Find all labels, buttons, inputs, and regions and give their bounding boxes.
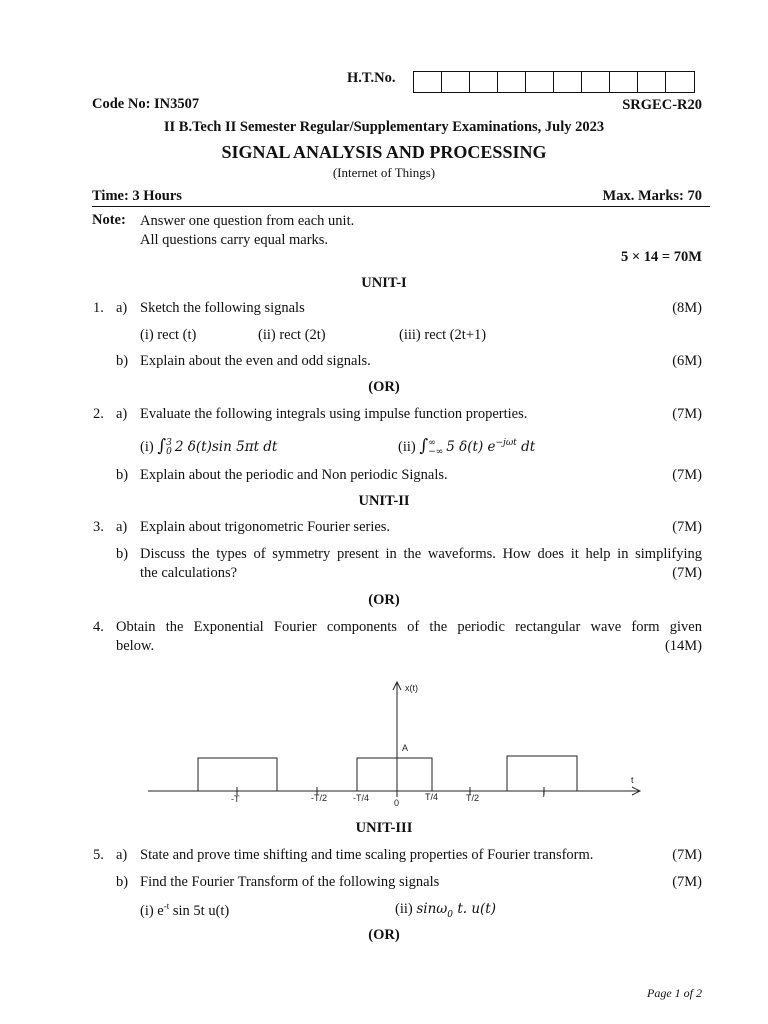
marks-formula: 5 × 14 = 70M <box>621 249 702 265</box>
q3a-text: Explain about trigonometric Fourier series. <box>140 519 391 535</box>
q1a-option-ii: (ii) rect (2t) <box>258 327 326 343</box>
exam-title: II B.Tech II Semester Regular/Supplementary Examinations, July 2023 <box>163 119 605 135</box>
q2a-text: Evaluate the following integrals using impulse function properties. <box>140 406 528 422</box>
tick-label: -T/2 <box>311 793 328 803</box>
amplitude-label: A <box>402 743 409 753</box>
unit-3-heading: UNIT-III <box>355 820 413 836</box>
q2b-text: Explain about the periodic and Non periodic Signals. <box>140 467 448 483</box>
q5b-option-ii <box>395 901 496 920</box>
unit-1-heading: UNIT-I <box>361 275 407 291</box>
q2b-label: b) <box>116 467 129 483</box>
q5b-i-exponent: -t <box>163 901 170 911</box>
q5b-ii-text-a: sinω <box>416 901 448 917</box>
q3-number: 3. <box>93 519 104 535</box>
q3a-label: a) <box>116 519 128 535</box>
or-separator: (OR) <box>368 592 400 608</box>
time: Time: 3 Hours <box>92 188 182 204</box>
q2a-i-label: (i) <box>140 439 154 455</box>
integral-sign-icon: ∫ <box>419 436 429 456</box>
q5b-ii-subscript: 0 <box>447 909 454 920</box>
branch: (Internet of Things) <box>332 165 436 180</box>
page-number: Page 1 of 2 <box>647 986 702 1000</box>
q2a-ii-exponent: −jωt <box>495 438 517 449</box>
q3b-text-line2: the calculations? <box>140 565 238 581</box>
q2a-ii-lower: −∞ <box>428 446 444 457</box>
q5b-i-text-a: (i) e <box>140 902 164 919</box>
q2a-marks: (7M) <box>672 406 702 422</box>
tick-label: -T <box>231 794 240 804</box>
q2b-marks: (7M) <box>672 467 702 483</box>
q4-number: 4. <box>93 619 104 635</box>
q1a-text: Sketch the following signals <box>140 300 305 316</box>
q5b-i-text-b: sin 5t u(t) <box>169 902 230 919</box>
regulation: SRGEC-R20 <box>622 97 702 113</box>
q3b-text-line1: Discuss the types of symmetry present in the waveforms. How does it help in simplifying <box>140 546 702 562</box>
q1b-label: b) <box>116 353 129 369</box>
tick-label: T/2 <box>466 793 480 803</box>
tick-label: -T/4 <box>353 793 370 803</box>
q5a-marks: (7M) <box>672 847 702 863</box>
q1b-marks: (6M) <box>672 353 702 369</box>
q2a-i-upper: 3 <box>166 437 172 448</box>
pulse-center <box>357 758 432 791</box>
q3a-marks: (7M) <box>672 519 702 535</box>
q1a-option-iii: (iii) rect (2t+1) <box>399 327 487 343</box>
q3b-label: b) <box>116 546 129 562</box>
q2a-label: a) <box>116 406 128 422</box>
subject-title: SIGNAL ANALYSIS AND PROCESSING <box>221 142 547 162</box>
integral-sign-icon: ∫ <box>157 436 167 456</box>
unit-2-heading: UNIT-II <box>358 493 410 509</box>
y-axis-label: x(t) <box>405 683 418 693</box>
q5b-option-i <box>140 901 229 920</box>
or-separator: (OR) <box>368 379 400 395</box>
q5b-marks: (7M) <box>672 874 702 890</box>
or-separator: (OR) <box>368 927 400 943</box>
max-marks: Max. Marks: 70 <box>602 188 702 204</box>
q5a-label: a) <box>116 847 128 863</box>
q2a-i-lower: 0 <box>166 446 172 457</box>
q2a-ii-expression-b: dt <box>516 439 536 455</box>
tick-label: T <box>541 789 547 799</box>
pulse-left <box>198 758 277 791</box>
note-line1: Answer one question from each unit. <box>140 213 355 229</box>
q5b-label: b) <box>116 874 129 890</box>
q2a-ii-label: (ii) <box>398 439 416 455</box>
pulse-right <box>507 756 577 791</box>
q5a-text: State and prove time shifting and time scaling properties of Fourier transform. <box>140 847 594 863</box>
code-no: Code No: IN3507 <box>92 96 200 112</box>
q5b-ii-label: (ii) <box>395 901 413 917</box>
q1b-text: Explain about the even and odd signals. <box>140 353 371 369</box>
q2a-i-expression: 2 δ(t)sin 5πt dt <box>174 439 278 455</box>
q5-number: 5. <box>93 847 104 863</box>
q4-text-line2: below. <box>116 638 155 654</box>
note-line2: All questions carry equal marks. <box>140 232 329 248</box>
q3b-marks: (7M) <box>672 565 702 581</box>
q1a-option-i: (i) rect (t) <box>140 327 197 343</box>
note-label: Note: <box>92 212 126 228</box>
origin-label: 0 <box>394 798 400 808</box>
q1a-marks: (8M) <box>672 300 702 316</box>
q5b-text: Find the Fourier Transform of the following signals <box>140 874 440 890</box>
q2-number: 2. <box>93 406 104 422</box>
q4-marks: (14M) <box>664 638 702 654</box>
q5b-ii-text-b: t. u(t) <box>453 901 496 917</box>
ht-no-label: H.T.No. <box>347 70 396 86</box>
q4-text-line1: Obtain the Exponential Fourier components of the periodic rectangular wave form given <box>116 619 702 635</box>
q2a-ii-upper: ∞ <box>428 437 436 448</box>
q1a-label: a) <box>116 300 128 316</box>
q2a-ii-expression-a: 5 δ(t) e <box>446 439 496 455</box>
tick-label: T/4 <box>425 792 439 802</box>
t-axis-label: t <box>631 775 634 785</box>
q1-number: 1. <box>93 300 104 316</box>
